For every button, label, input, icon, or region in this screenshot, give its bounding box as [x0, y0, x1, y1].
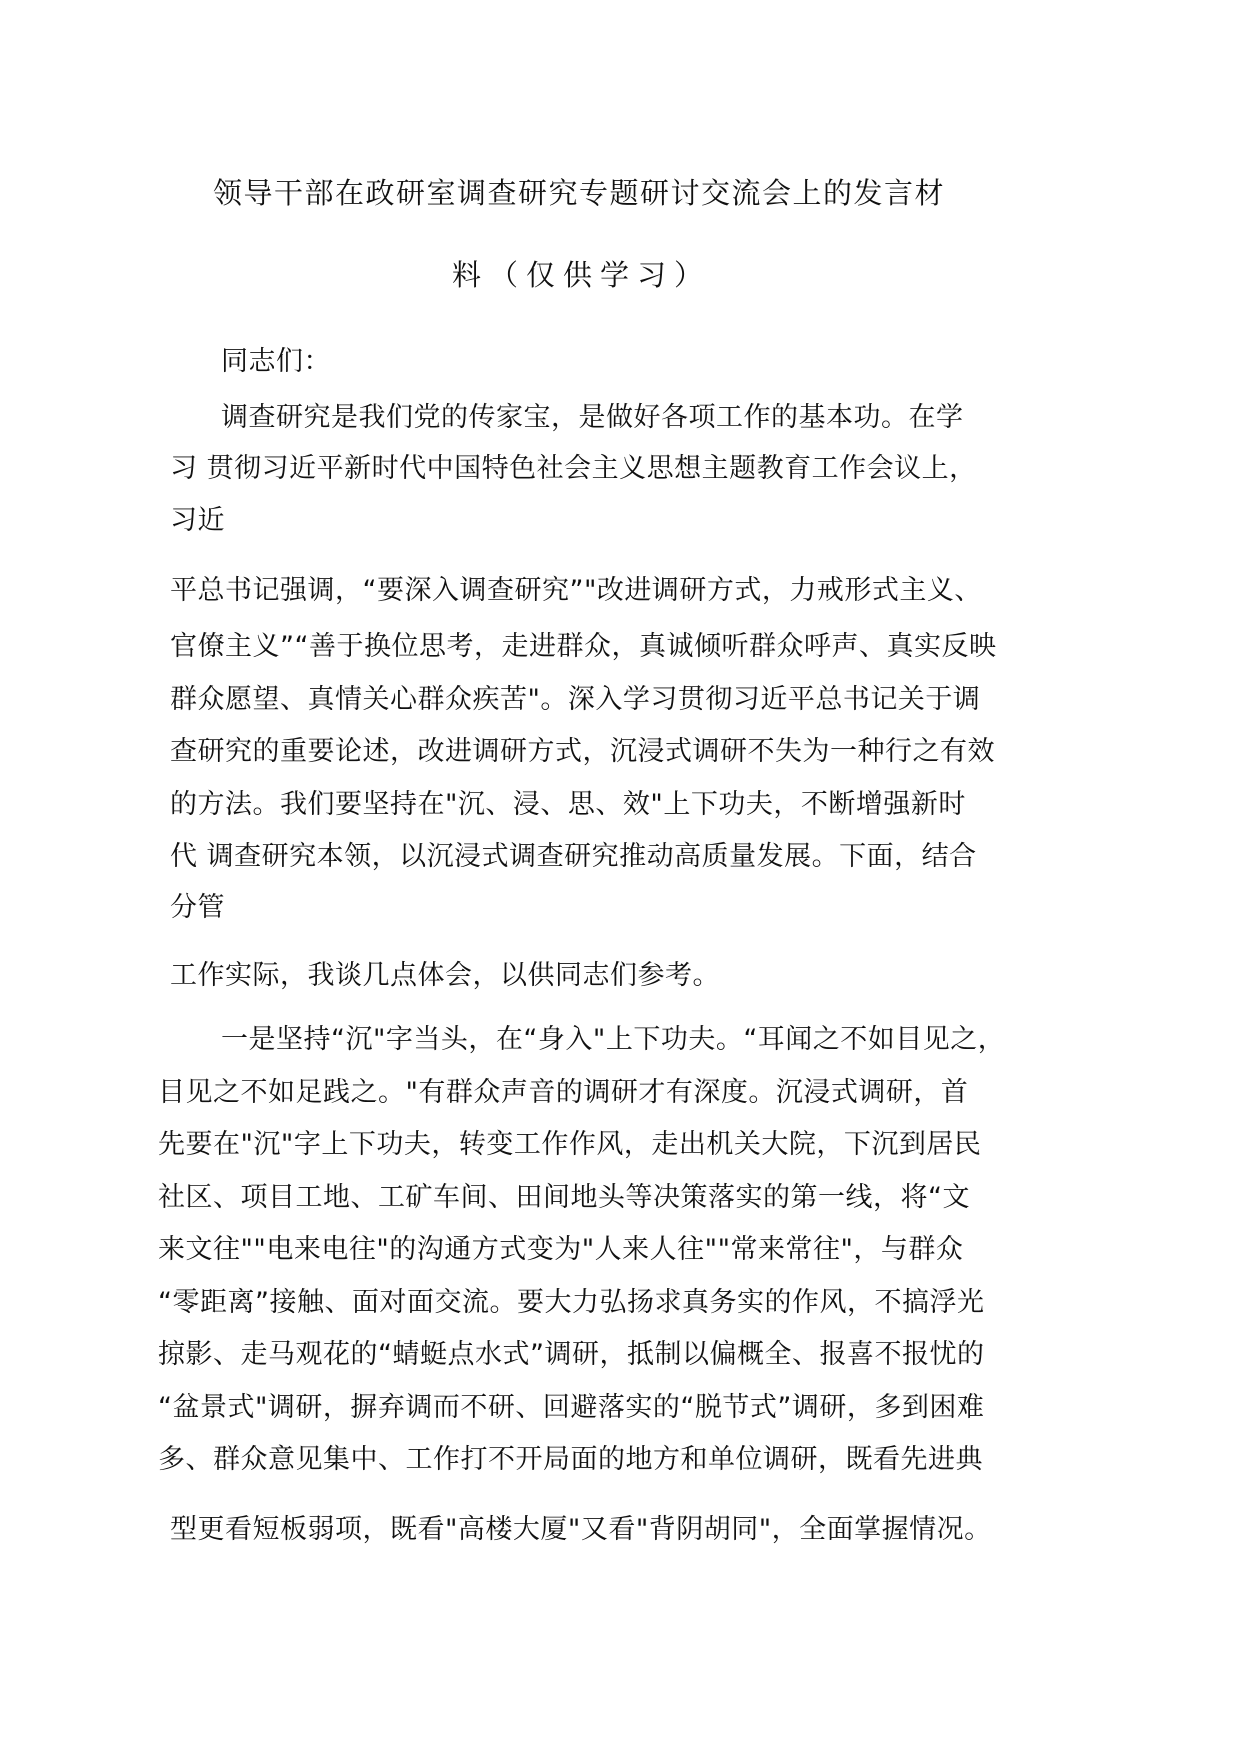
document-title-line-1: 领导干部在政研室调查研究专题研讨交流会上的发言材: [213, 176, 946, 210]
paragraph-2-line-10: 型更看短板弱项，既看"高楼大厦"又看"背阴胡同"，全面掌握情况。: [170, 1514, 992, 1545]
paragraph-1-line-9: 代 调查研究本领，以沉浸式调查研究推动高质量发展。下面，结合: [170, 841, 977, 872]
paragraph-1-line-4: 平总书记强调，“要深入调查研究”"改进调研方式，力戒形式主义、: [170, 575, 982, 606]
paragraph-2-line-9: 多、群众意见集中、工作打不开局面的地方和单位调研，既看先进典: [158, 1444, 983, 1475]
paragraph-2-line-7: 掠影、走马观花的“蜻蜓点水式”调研，抵制以偏概全、报喜不报忧的: [158, 1339, 985, 1370]
paragraph-1-line-7: 查研究的重要论述，改进调研方式，沉浸式调研不失为一种行之有效: [170, 736, 995, 767]
paragraph-2-line-2: 目见之不如足践之。"有群众声音的调研才有深度。沉浸式调研，首: [158, 1077, 969, 1108]
document-title-line-2: 料（仅供学习）: [452, 258, 712, 292]
paragraph-1-line-1: 调查研究是我们党的传家宝，是做好各项工作的基本功。在学: [221, 402, 964, 433]
paragraph-1-line-11: 工作实际，我谈几点体会，以供同志们参考。: [170, 960, 720, 991]
paragraph-1-line-5: 官僚主义”“善于换位思考，走进群众，真诚倾听群众呼声、真实反映: [170, 631, 997, 662]
paragraph-2-line-1: 一是坚持“沉"字当头，在“身入"上下功夫。“耳闻之不如目见之，: [221, 1024, 1006, 1055]
paragraph-2-line-3: 先要在"沉"字上下功夫，转变工作作风，走出机关大院，下沉到居民: [158, 1129, 982, 1160]
paragraph-2-line-8: “盆景式"调研，摒弃调而不研、回避落实的“脱节式”调研，多到困难: [158, 1392, 985, 1423]
salutation: 同志们：: [221, 346, 331, 377]
paragraph-1-line-10: 分管: [170, 892, 225, 923]
paragraph-2-line-6: “零距离”接触、面对面交流。要大力弘扬求真务实的作风，不搞浮光: [158, 1287, 985, 1318]
paragraph-1-line-2: 习 贯彻习近平新时代中国特色社会主义思想主题教育工作会议上，: [170, 453, 977, 484]
paragraph-1-line-3: 习近: [170, 505, 225, 536]
paragraph-1-line-6: 群众愿望、真情关心群众疾苦"。深入学习贯彻习近平总书记关于调: [170, 684, 981, 715]
paragraph-2-line-5: 来文往""电来电往"的沟通方式变为"人来人往""常来常往"，与群众: [158, 1234, 964, 1265]
paragraph-2-line-4: 社区、项目工地、工矿车间、田间地头等决策落实的第一线，将“文: [158, 1182, 970, 1213]
paragraph-1-line-8: 的方法。我们要坚持在"沉、浸、思、效"上下功夫，不断增强新时: [170, 789, 966, 820]
